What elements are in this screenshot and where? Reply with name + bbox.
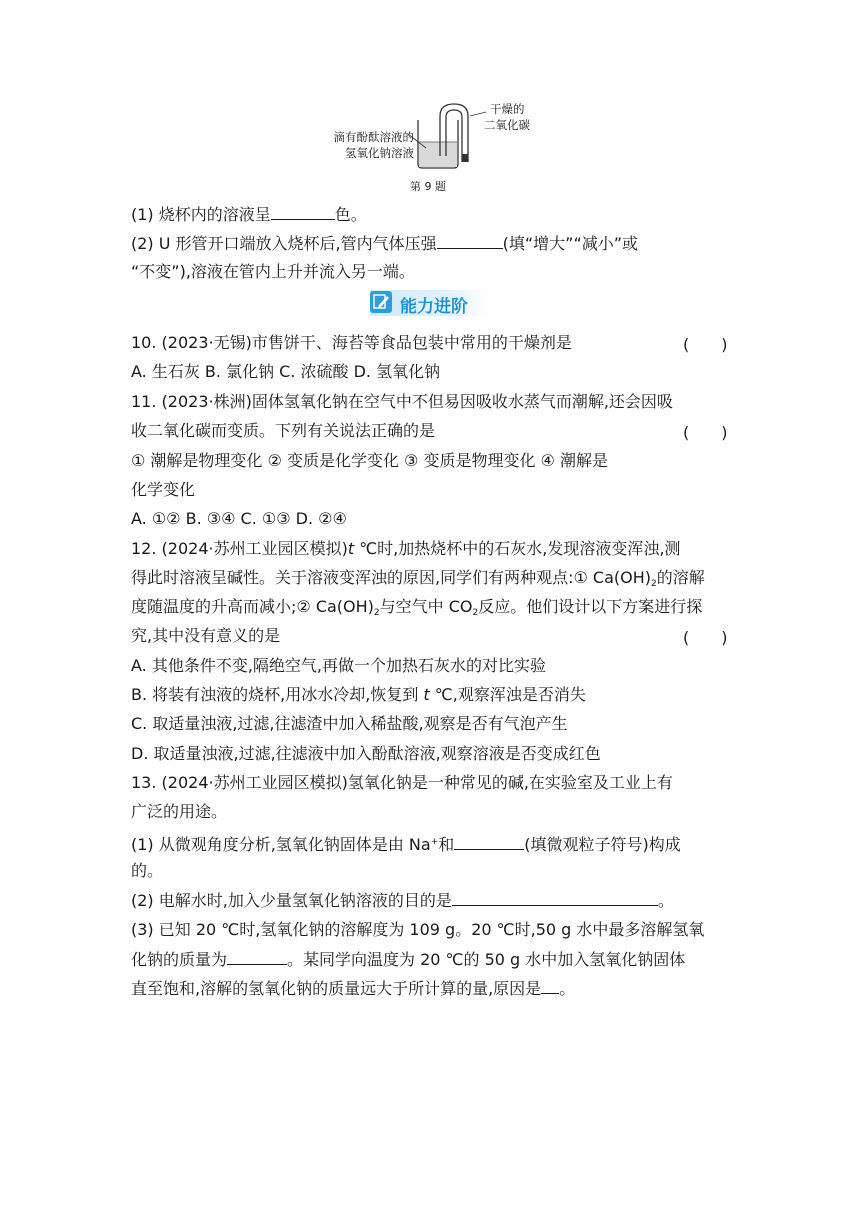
q12-sub-2c: 2 bbox=[472, 608, 479, 618]
q11-stem-1: 11. (2023·株洲)固体氢氧化钠在空气中不但易因吸收水蒸气而潮解,还会因吸 bbox=[131, 392, 673, 411]
q11-options: A. ①② B. ③④ C. ①③ D. ②④ bbox=[131, 509, 347, 528]
q12-sub-2b: 2 bbox=[373, 608, 380, 618]
section-title: 能力进阶 bbox=[400, 297, 468, 317]
q13-part3-2 bbox=[131, 948, 685, 971]
q12-stem-3c: 反应。他们设计以下方案进行探 bbox=[478, 597, 703, 616]
q9-part1 bbox=[131, 203, 367, 226]
q13-part3-1: (3) 已知 20 ℃时,氢氧化钠的溶解度为 109 g。20 ℃时,50 g 水中最多溶解氢氧 bbox=[131, 920, 705, 939]
q9-part1-blank[interactable] bbox=[271, 203, 335, 220]
q12-stem-2b: 的溶解 bbox=[656, 568, 705, 587]
q9-part2 bbox=[131, 232, 638, 255]
q13-part1-a: (1) 从微观角度分析,氢氧化钠固体是由 Na bbox=[131, 835, 431, 854]
q9-part1-text: (1) 烧杯内的溶液呈 bbox=[131, 205, 271, 224]
q11-stem-2: 收二氧化碳而变质。下列有关说法正确的是 bbox=[131, 421, 436, 440]
q13-part1-c: (填微观粒子符号)构成 bbox=[524, 835, 681, 854]
q10-options: A. 生石灰 B. 氯化钠 C. 浓硫酸 D. 氢氧化钠 bbox=[131, 362, 441, 381]
q12-option-d: D. 取适量浊液,过滤,往滤液中加入酚酞溶液,观察溶液是否变成红色 bbox=[131, 744, 601, 763]
q12-option-b bbox=[131, 684, 586, 706]
q13-part1-cont: 的。 bbox=[131, 861, 164, 880]
q13-part2-a: (2) 电解水时,加入少量氢氧化钠溶液的目的是 bbox=[131, 891, 452, 910]
q13-stem-1: 13. (2024·苏州工业园区模拟)氢氧化钠是一种常见的碱,在实验室及工业上有 bbox=[131, 773, 673, 792]
q13-part2-blank[interactable] bbox=[452, 889, 658, 906]
q12-stem-2 bbox=[131, 567, 705, 595]
q9-part2-text: (2) U 形管开口端放入烧杯后,管内气体压强 bbox=[131, 234, 437, 253]
q9-part1-tail: 色。 bbox=[334, 205, 367, 224]
figure-label-right-1: 干燥的 bbox=[490, 102, 525, 116]
q12-stem-4: 究,其中没有意义的是 bbox=[131, 626, 281, 645]
q12-sub-2a: 2 bbox=[651, 579, 657, 589]
q13-part3-3b: 。 bbox=[559, 979, 576, 998]
q13-part3-3 bbox=[131, 977, 575, 1000]
q12-var-t: t bbox=[347, 539, 355, 558]
q13-part3-3a: 直至饱和,溶解的氢氧化钠的质量远大于所计算的量,原因是 bbox=[131, 979, 542, 998]
q12-option-a: A. 其他条件不变,隔绝空气,再做一个加热石灰水的对比实验 bbox=[131, 656, 547, 675]
q12-stem-1 bbox=[131, 538, 680, 560]
q10-answer-paren[interactable]: ( ) bbox=[683, 335, 728, 354]
q13-part2 bbox=[131, 889, 674, 912]
q13-part1-b: 和 bbox=[438, 835, 455, 854]
q13-part3-2a: 化钠的质量为 bbox=[131, 950, 228, 969]
figure-label-right-2: 二氧化碳 bbox=[484, 118, 530, 132]
q9-part2-blank[interactable] bbox=[437, 232, 503, 249]
q13-part3-blank-2[interactable] bbox=[541, 977, 559, 994]
q12-stem-3 bbox=[131, 596, 702, 624]
q11-answer-paren[interactable]: ( ) bbox=[683, 423, 728, 442]
q10-stem: 10. (2023·无锡)市售饼干、海苔等食品包装中常用的干燥剂是 bbox=[131, 333, 572, 352]
section-banner bbox=[370, 290, 488, 316]
figure-label-left-2: 氢氧化钠溶液 bbox=[345, 146, 414, 160]
q12-stem-1a: 12. (2024·苏州工业园区模拟) bbox=[131, 539, 348, 558]
q12-option-b-var: t bbox=[423, 685, 430, 704]
q12-stem-3a: 度随温度的升高而减小;② Ca(OH) bbox=[131, 597, 374, 616]
q9-part2-cont: “不变”),溶液在管内上升并流入另一端。 bbox=[131, 262, 415, 281]
q11-items-1: ① 潮解是物理变化 ② 变质是化学变化 ③ 变质是物理变化 ④ 潮解是 bbox=[131, 451, 608, 470]
figure-label-left-1: 滴有酚酞溶液的 bbox=[333, 130, 414, 144]
q12-option-c: C. 取适量浊液,过滤,往滤渣中加入稀盐酸,观察是否有气泡产生 bbox=[131, 714, 568, 733]
q9-part2-tail: (填“增大”“减小”或 bbox=[502, 234, 639, 253]
q13-part1 bbox=[131, 831, 681, 856]
q12-stem-3b: 与空气中 CO bbox=[379, 597, 473, 616]
q13-part3-2b: 。某同学向温度为 20 ℃的 50 g 水中加入氢氧化钠固体 bbox=[287, 950, 686, 969]
q12-stem-2a: 得此时溶液呈碱性。关于溶液变浑浊的原因,同学们有两种观点:① Ca(OH) bbox=[131, 568, 651, 587]
q13-part3-blank-1[interactable] bbox=[227, 948, 287, 965]
pencil-note-icon bbox=[370, 291, 392, 313]
q13-part1-sup: + bbox=[430, 837, 439, 847]
q11-items-2: 化学变化 bbox=[131, 480, 196, 499]
q13-stem-2: 广泛的用途。 bbox=[131, 802, 228, 821]
q13-part2-b: 。 bbox=[657, 891, 674, 910]
q13-part1-blank[interactable] bbox=[454, 833, 524, 850]
q12-option-b-b: ℃,观察浑浊是否消失 bbox=[429, 685, 586, 704]
figure-caption: 第 9 题 bbox=[410, 180, 446, 193]
q12-option-b-a: B. 将装有浊液的烧杯,用冰水冷却,恢复到 bbox=[131, 685, 419, 704]
q12-answer-paren[interactable]: ( ) bbox=[683, 628, 728, 647]
q12-stem-1b: ℃时,加热烧杯中的石灰水,发现溶液变浑浊,测 bbox=[354, 539, 681, 558]
